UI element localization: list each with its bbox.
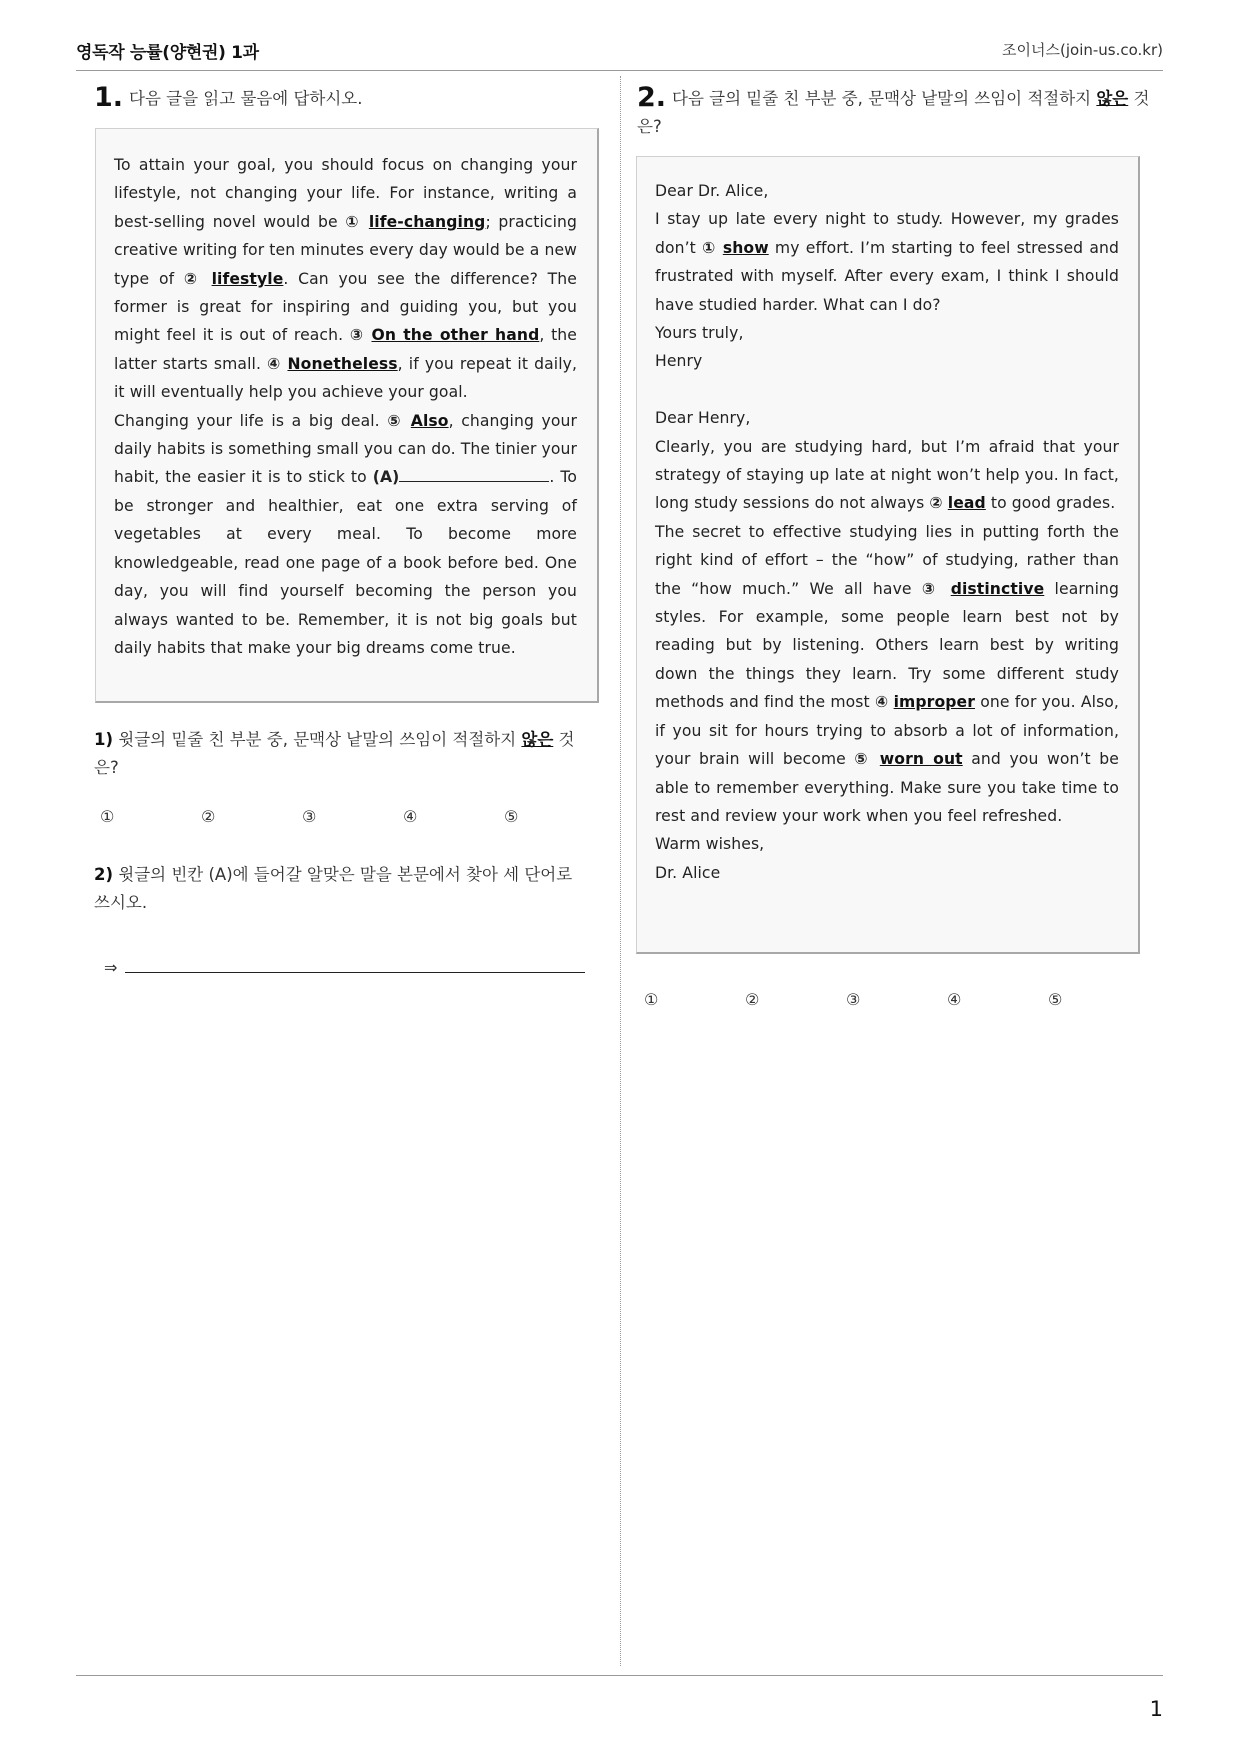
letter-1-signature: Henry [655, 352, 703, 371]
passage-paragraph-1: To attain your goal, you should focus on changing your lifestyle, not changing your life. For instance, writing a best-selling novel would be ① life-changing; practicing creative writing for ten minutes every day would be a new type of ② lifestyle. Can you see the difference? The former is great for inspiring and guiding you, but you might feel it is out of reach. ③ On the other hand, the latter starts small. ④ Nonetheless, if you repeat it daily, it will eventually help you achieve your goal. [114, 156, 578, 402]
q2-answer-choices [644, 990, 1149, 1009]
q1-answer-choices [100, 807, 605, 826]
marker-2: ② [183, 269, 202, 288]
marker-4: ④ [267, 354, 282, 373]
blank-label-a: (A) [372, 468, 400, 487]
underlined-2: lead [947, 494, 986, 513]
arrow-icon: ⇒ [104, 958, 118, 977]
underlined-2: lifestyle [211, 269, 284, 288]
letter-1-body: I stay up late every night to study. However, my grades don’t ① show my effort. I’m starting to feel stressed and frustrated with myself. After every exam, I think I should have studied harder. What can I do? [655, 210, 1119, 314]
column-divider [620, 76, 621, 1666]
underlined-3: distinctive [950, 579, 1045, 598]
underlined-1: show [722, 238, 769, 257]
blank-a [399, 467, 549, 482]
letter-1-greeting: Dear Dr. Alice, [655, 182, 769, 200]
sub-question-2: 2) 윗글의 빈칸 (A)에 들어갈 알맞은 말을 본문에서 찾아 세 단어로 쓰시오. [94, 865, 573, 912]
marker-5: ⑤ [387, 411, 404, 430]
header-divider [76, 70, 1163, 71]
choice-5[interactable]: ⑤ [1048, 990, 1063, 1009]
passage-paragraph-2: Changing your life is a big deal. ⑤ Also, changing your daily habits is something small you can do. The tinier your habit, the easier it is to stick to (A) . To be stronger and healthier, eat one extra serving of vegetables at every meal. To become more knowledgeable, read one page of a book before bed. One day, you will find yourself becoming the person you always wanted to be. Remember, it is not big goals but daily habits that make your big dreams come true. [114, 411, 577, 657]
choice-3[interactable]: ③ [302, 807, 317, 826]
marker-3: ③ [349, 326, 365, 345]
choice-5[interactable]: ⑤ [504, 807, 519, 826]
question-1-passage [95, 128, 599, 703]
underlined-4: improper [893, 693, 975, 712]
marker-2: ② [929, 494, 943, 513]
choice-3[interactable]: ③ [846, 990, 861, 1009]
publisher-site: 조이너스(join-us.co.kr) [1002, 41, 1163, 59]
marker-1: ① [345, 212, 362, 231]
marker-3: ③ [921, 579, 941, 598]
letter-2-paragraph-1: Clearly, you are studying hard, but I’m afraid that your strategy of staying up late at night won’t help you. In fact, long study sessions do not always ② lead to good grades. [655, 437, 1119, 513]
underlined-5: worn out [879, 750, 963, 769]
letter-2-signature: Dr. Alice [655, 863, 721, 882]
question-2-passage [636, 156, 1140, 954]
marker-1: ① [702, 238, 717, 257]
marker-4: ④ [874, 693, 889, 712]
marker-5: ⑤ [854, 750, 872, 769]
choice-2[interactable]: ② [201, 807, 216, 826]
choice-2[interactable]: ② [745, 990, 760, 1009]
answer-field[interactable] [104, 958, 585, 977]
page-number: 1 [1149, 1697, 1163, 1721]
question-1-heading [94, 84, 594, 113]
underlined-1: life-changing [368, 212, 486, 231]
choice-4[interactable]: ④ [403, 807, 418, 826]
underlined-5: Also [410, 411, 449, 430]
spacer [655, 376, 1119, 404]
underlined-3: On the other hand [371, 326, 540, 345]
document-title: 영독작 능률(양현권) 1과 [76, 43, 259, 63]
letter-2-closing: Warm wishes, [655, 835, 765, 854]
letter-2-greeting: Dear Henry, [655, 409, 751, 428]
underlined-4: Nonetheless [287, 354, 398, 373]
choice-4[interactable]: ④ [947, 990, 962, 1009]
question-1-prompt: 다음 글을 읽고 물음에 답하시오. [129, 89, 363, 108]
letter-1-closing: Yours truly, [655, 324, 744, 343]
question-2-number: 2. [637, 82, 667, 113]
footer-divider [76, 1675, 1163, 1676]
question-1-number: 1. [94, 82, 124, 113]
sub-question-1: 1) 윗글의 밑줄 친 부분 중, 문맥상 낱말의 쓰임이 적절하지 않은 것은? [94, 730, 575, 777]
question-2-heading: 2. 다음 글의 밑줄 친 부분 중, 문맥상 낱말의 쓰임이 적절하지 않은 것은? [637, 82, 1150, 136]
choice-1[interactable]: ① [100, 807, 115, 826]
letter-2-paragraph-2: The secret to effective studying lies in putting forth the right kind of effort – the “how” of studying, rather than the “how much.” We all have ③ distinctive learning styles. For example, some people learn best not by reading but by listening. Others learn best by writing down the things they learn. Try some different study methods and find the most ④ improper one for you. Also, if you sit for hours trying to absorb a lot of information, your brain will become ⑤ worn out and you won’t be able to remember everything. Make sure you take time to rest and review your work when you feel refreshed. [655, 522, 1119, 825]
choice-1[interactable]: ① [644, 990, 659, 1009]
answer-line[interactable] [125, 958, 585, 973]
